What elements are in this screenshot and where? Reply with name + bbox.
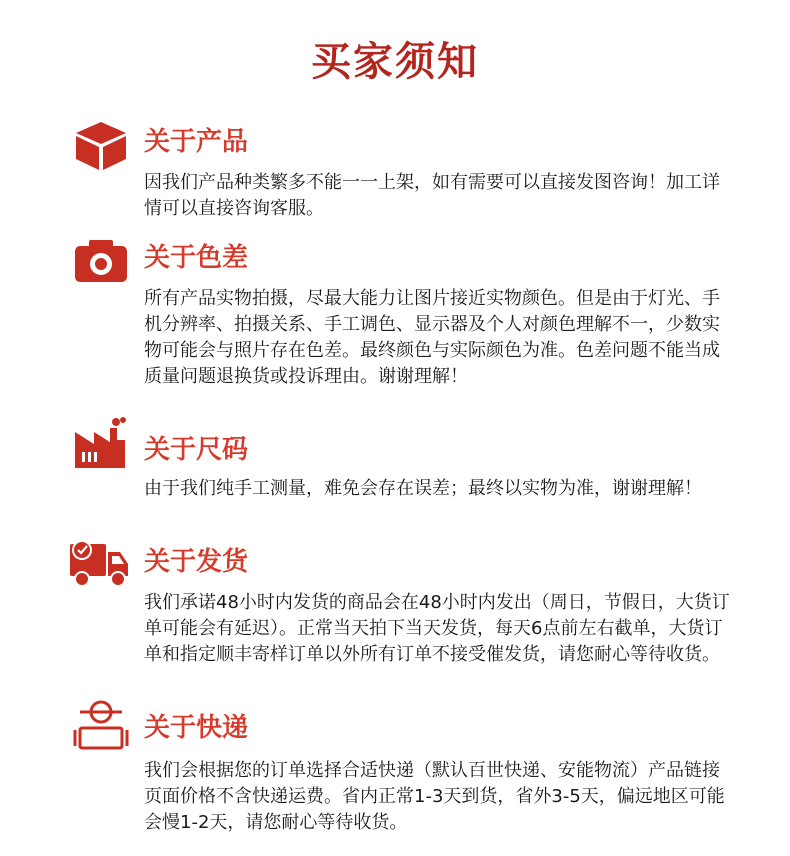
page-title: 买家须知 xyxy=(311,39,479,85)
section-body-color: 所有产品实物拍摄，尽最大能力让图片接近实物颜色。但是由于灯光、手机分辨率、拍摄关系、手工调色、显示器及个人对颜色理解不一，少数实物可能会与照片存在色差。最终颜色与实际颜色为准。色差问题不能当成质量问题退换货或投诉理由。谢谢理解！ xyxy=(144,288,720,387)
section-heading-courier: 关于快递 xyxy=(144,713,249,743)
courier-icon xyxy=(72,700,130,752)
section-body-product: 因我们产品种类繁多不能一一上架，如有需要可以直接发图咨询！加工详情可以直接咨询客服。 xyxy=(144,172,720,219)
section-heading-shipping: 关于发货 xyxy=(144,547,249,577)
section-body-size: 由于我们纯手工测量，难免会存在误差；最终以实物为准，谢谢理解！ xyxy=(144,478,702,499)
camera-icon xyxy=(72,236,130,288)
section-heading-color: 关于色差 xyxy=(144,243,249,273)
factory-icon xyxy=(72,416,130,468)
delivery-truck-icon xyxy=(68,536,130,588)
section-body-shipping: 我们承诺48小时内发货的商品会在48小时内发出（周日，节假日，大货订单可能会有延迟）。正常当天拍下当天发货，每天6点前左右截单，大货订单和指定顺丰寄样订单以外所有订单不接受催发货，请您耐心等待收货。 xyxy=(144,592,730,665)
box-icon xyxy=(72,120,130,172)
section-body-courier: 我们会根据您的订单选择合适快递（默认百世快递、安能物流）产品链接页面价格不含快递运费。省内正常1-3天到货，省外3-5天，偏远地区可能会慢1-2天，请您耐心等待收货。 xyxy=(144,760,725,833)
section-heading-product: 关于产品 xyxy=(144,127,249,157)
section-heading-size: 关于尺码 xyxy=(144,435,249,465)
